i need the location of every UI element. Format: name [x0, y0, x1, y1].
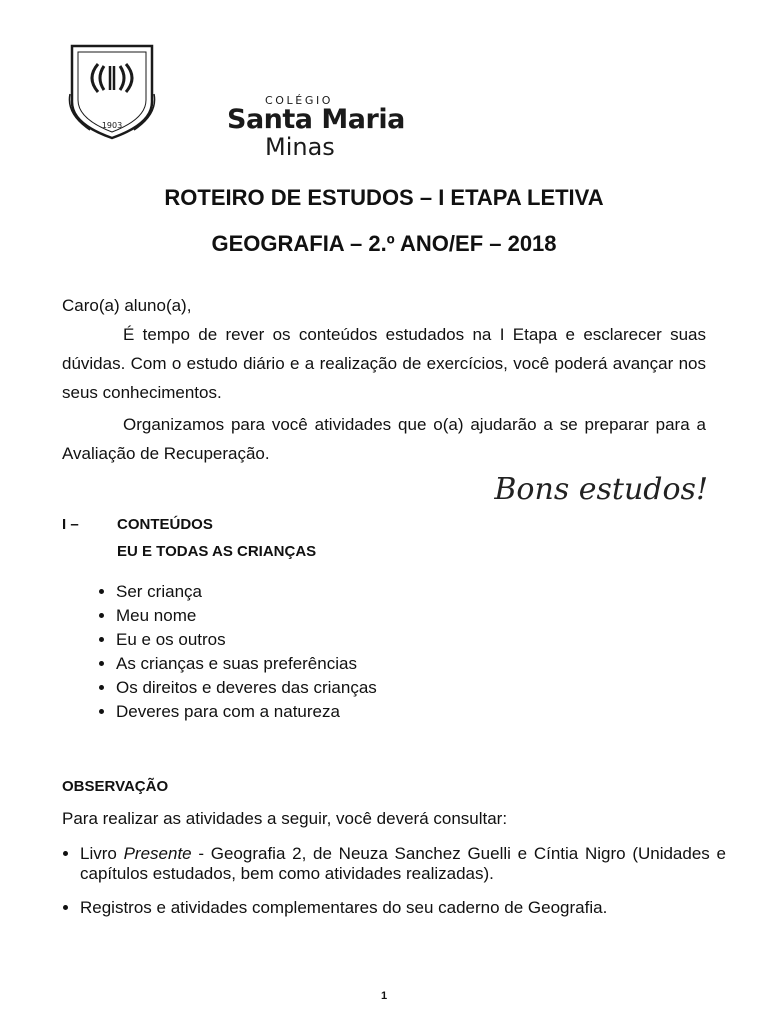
page-number: 1 — [380, 990, 388, 1002]
document-title: ROTEIRO DE ESTUDOS – I ETAPA LETIVA — [164, 185, 604, 210]
observation-heading: OBSERVAÇÃO — [62, 778, 169, 795]
observation-intro: Para realizar as atividades a seguir, você deverá consultar: — [62, 809, 508, 828]
reference-notebook: • Registros e atividades complementares do seu caderno de Geografia. — [80, 898, 726, 918]
list-item: • Meu nome — [116, 604, 377, 628]
shield-crest-icon — [62, 42, 162, 142]
reference-book — [80, 844, 726, 884]
book-title: Presente — [123, 844, 192, 863]
topics-list — [94, 580, 377, 724]
intro-paragraph: É tempo de rever os conteúdos estudados na I Etapa e esclarecer suas dúvidas. Com o estudo diário e a realização de exercícios, você poderá avançar nos seus conhecimentos. — [62, 325, 706, 402]
school-kicker: COLÉGIO — [265, 94, 334, 107]
founding-year: 1903 — [101, 121, 123, 130]
section-subheading: EU E TODAS AS CRIANÇAS — [117, 543, 317, 560]
list-item: • Eu e os outros — [116, 628, 377, 652]
list-item: • As crianças e suas preferências — [116, 652, 377, 676]
reference-prefix: Livro — [80, 844, 124, 863]
signoff: Bons estudos! — [494, 472, 708, 507]
section-heading: CONTEÚDOS — [117, 516, 213, 533]
list-item: • Deveres para com a natureza — [116, 700, 377, 724]
purpose-paragraph: Organizamos para você atividades que o(a) ajudarão a se preparar para a Avaliação de Recuperação. — [62, 415, 706, 463]
document-subtitle: GEOGRAFIA – 2.º ANO/EF – 2018 — [211, 231, 557, 256]
school-logo — [62, 42, 405, 161]
greeting: Caro(a) aluno(a), — [62, 296, 192, 315]
reference-details: - Geografia 2, de Neuza Sanchez Guelli e Cíntia Nigro (Unidades e capítulos estudados, bem como atividades realizadas). — [80, 844, 726, 883]
school-name: Santa Maria — [227, 104, 405, 135]
list-item: • Os direitos e deveres das crianças — [116, 676, 377, 700]
list-item: • Ser criança — [116, 580, 377, 604]
references-list — [60, 844, 726, 932]
section-number: I – — [62, 516, 79, 533]
school-subname: Minas — [265, 133, 335, 161]
